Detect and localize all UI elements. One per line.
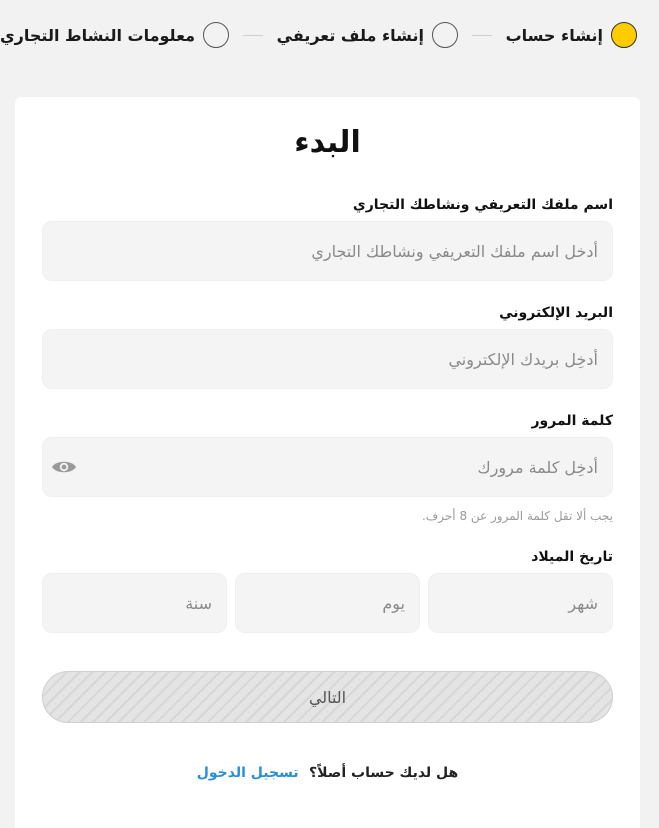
- signup-stepper: [0, 18, 659, 52]
- email-placeholder: أدخِل بريدك الإلكتروني: [448, 349, 598, 369]
- dob-label: تاريخ الميلاد: [531, 549, 613, 565]
- email-label: البريد الإلكتروني: [499, 305, 613, 321]
- email-input[interactable]: [42, 329, 613, 389]
- login-prompt: [42, 765, 613, 781]
- profile-name-placeholder: أدخل اسم ملفك التعريفي ونشاطك التجاري: [311, 241, 598, 261]
- password-group: [42, 413, 613, 523]
- step-create-account: [506, 22, 637, 48]
- step-label: معلومات النشاط التجاري: [0, 25, 196, 45]
- dob-year-input[interactable]: [42, 573, 227, 633]
- step-create-profile: [277, 22, 458, 48]
- page-title: البدء: [294, 125, 361, 160]
- step-pending-circle-icon: [432, 22, 458, 48]
- next-button[interactable]: التالي: [42, 671, 613, 723]
- password-label: كلمة المرور: [531, 413, 613, 429]
- step-label: إنشاء ملف تعريفي: [276, 25, 424, 45]
- email-group: [42, 305, 613, 389]
- login-link[interactable]: تسجيل الدخول: [196, 765, 299, 781]
- step-business-info: [0, 22, 229, 48]
- dob-month-input[interactable]: [428, 573, 613, 633]
- step-pending-circle-icon: [203, 22, 229, 48]
- step-label: إنشاء حساب: [505, 25, 603, 45]
- step-active-circle-icon: [611, 22, 637, 48]
- dob-day-input[interactable]: [235, 573, 420, 633]
- password-input[interactable]: [42, 437, 613, 497]
- password-placeholder: أدخِل كلمة مرورك: [477, 457, 598, 477]
- profile-name-label: اسم ملفك التعريفي ونشاطك التجاري: [352, 197, 613, 213]
- month-placeholder: شهر: [568, 593, 598, 613]
- step-divider: [243, 35, 263, 36]
- profile-name-group: [42, 197, 613, 281]
- signup-card: [15, 97, 640, 828]
- password-hint: يجب ألا تقل كلمة المرور عن 8 أحرف.: [421, 509, 613, 523]
- day-placeholder: يوم: [382, 593, 405, 613]
- step-divider: [472, 35, 492, 36]
- year-placeholder: سنة: [185, 593, 212, 613]
- login-question: هل لديك حساب أصلاً؟: [309, 765, 459, 781]
- dob-row: [42, 573, 613, 633]
- eye-icon[interactable]: [51, 458, 77, 476]
- dob-group: [42, 549, 613, 633]
- profile-name-input[interactable]: [42, 221, 613, 281]
